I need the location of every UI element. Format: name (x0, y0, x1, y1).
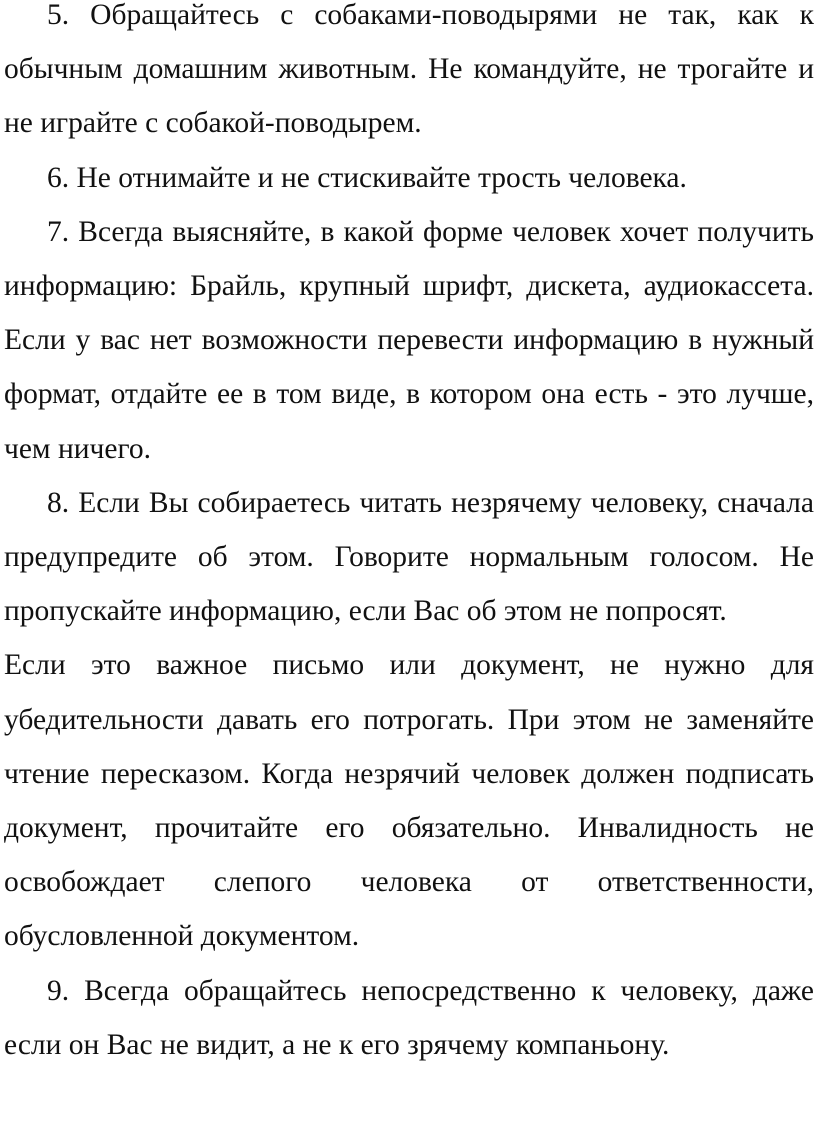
paragraph-cane: 6. Не отнимайте и не стискивайте трость человека. (47, 161, 687, 194)
paragraph-documents: Если это важное письмо или документ, не нужно для убедительности давать его потрогать. При этом не заменяйте чтение пересказом. Когда незрячий человек должен подписать документ, прочитайте его обязательно. Инвалидность не освобождает слепого человека от ответственности, обусловленной документом. (4, 649, 814, 953)
paragraph-address-directly: 9. Всегда обращайтесь непосредственно к человеку, даже если он Вас не видит, а не к его зрячему компаньону. (4, 974, 814, 1061)
paragraph-reading-aloud: 8. Если Вы собираетесь читать незрячему человеку, сначала предупредите об этом. Говорите нормальным голосом. Не пропускайте информацию, если Вас об этом не попросят. (4, 486, 814, 628)
paragraph-guide-dogs: 5. Обращайтесь с собаками-поводырями не так, как к обычным домашним животным. Не командуйте, не трогайте и не играйте с собакой-поводырем. (4, 0, 814, 140)
paragraph-information-format: 7. Всегда выясняйте, в какой форме человек хочет получить информацию: Брайль, крупный шрифт, дискета, аудиокассета. Если у вас нет возможности перевести информацию в нужный формат, отдайте ее в том виде, в котором она есть - это лучше, чем ничего. (4, 215, 814, 465)
